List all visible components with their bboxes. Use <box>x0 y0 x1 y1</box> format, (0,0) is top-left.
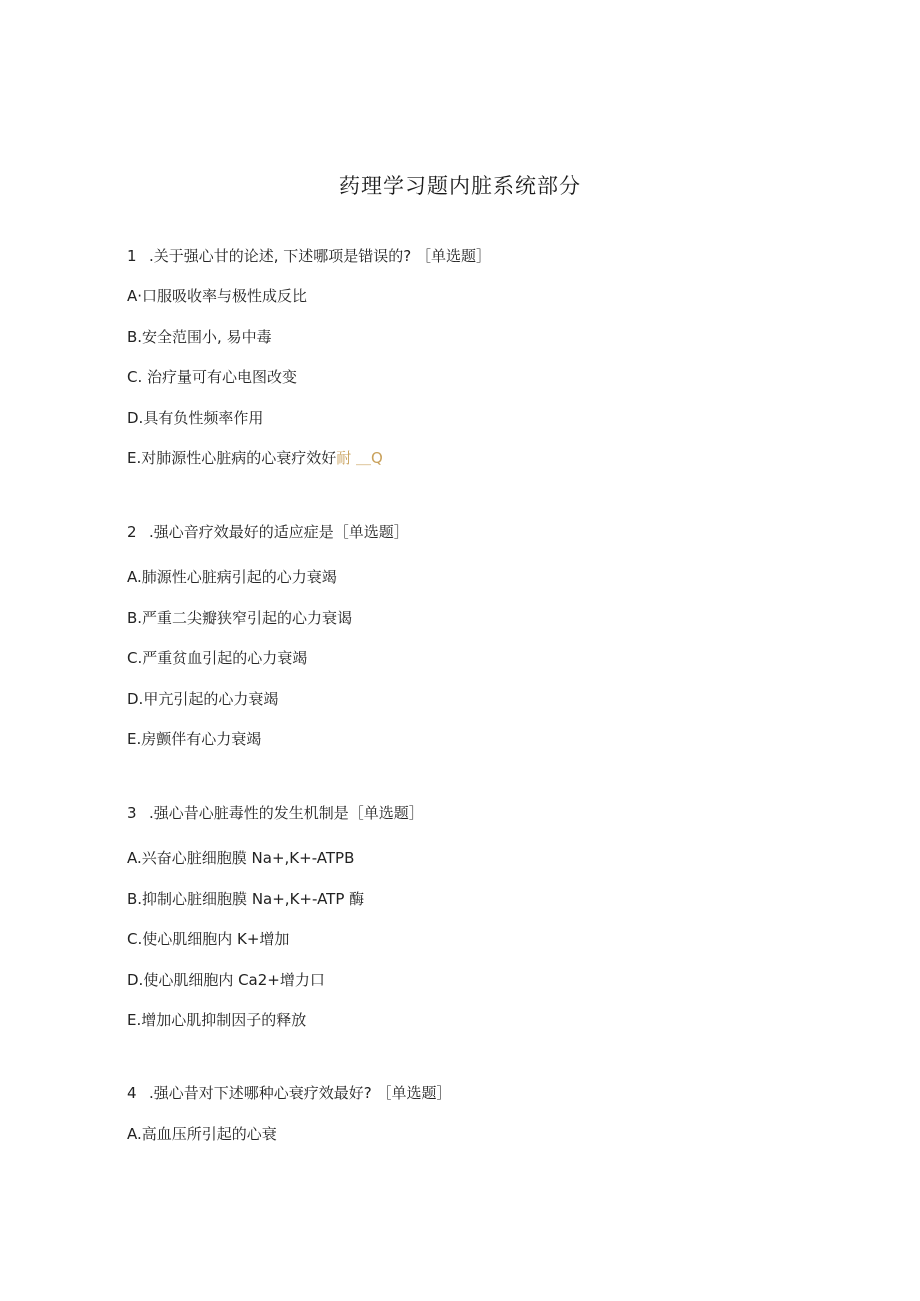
question-text: .关于强心甘的论述, 下述哪项是错误的? ［单选题］ <box>149 247 492 265</box>
option-e <box>127 447 827 469</box>
question-number: 2 <box>127 523 137 541</box>
question-2 <box>127 521 827 750</box>
question-3 <box>127 802 827 1031</box>
question-stem <box>127 521 827 543</box>
option-b: B.严重二尖瓣狭窄引起的心力衰谒 <box>127 608 353 627</box>
question-text: .强心昔心脏毒性的发生机制是［单选题］ <box>149 804 424 822</box>
document-title: 药理学习题内脏系统部分 <box>339 174 581 198</box>
option-d: D.使心肌细胞内 Ca2+增力口 <box>127 970 325 989</box>
option-b: B.安全范围小, 易中毒 <box>127 327 272 346</box>
question-1 <box>127 245 827 469</box>
option-c: C. 治疗量可有心电图改变 <box>127 368 298 386</box>
question-number: 1 <box>127 247 137 265</box>
option-e-annotation: 耐 ＿Q <box>336 449 383 467</box>
question-stem <box>127 802 827 824</box>
question-text: .强心昔对下述哪种心衰疗效最好? ［单选题］ <box>149 1084 452 1102</box>
option-a: A·口服吸收率与极性成反比 <box>127 287 308 305</box>
option-d: D.具有负性频率作用 <box>127 408 264 427</box>
option-e-text: E.对肺源性心脏病的心衰疗效好 <box>127 449 337 467</box>
option-e: E.增加心肌抑制因子的释放 <box>127 1011 307 1029</box>
question-number: 3 <box>127 804 137 822</box>
option-d: D.甲亢引起的心力衰竭 <box>127 689 279 708</box>
question-stem <box>127 1082 827 1104</box>
option-e: E.房颤伴有心力衰竭 <box>127 730 262 748</box>
option-c: C.使心肌细胞内 K+增加 <box>127 930 290 948</box>
option-a: A.肺源性心脏病引起的心力衰竭 <box>127 568 337 586</box>
option-a: A.兴奋心脏细胞膜 Na+,K+-ATPB <box>127 849 355 867</box>
question-number: 4 <box>127 1084 137 1102</box>
option-b: B.抑制心脏细胞膜 Na+,K+-ATP 酶 <box>127 889 365 908</box>
question-4 <box>127 1082 827 1145</box>
question-stem <box>127 245 827 267</box>
question-text: .强心音疗效最好的适应症是［单选题］ <box>149 523 409 541</box>
option-a: A.高血压所引起的心衰 <box>127 1125 277 1143</box>
option-c: C.严重贫血引起的心力衰竭 <box>127 649 308 667</box>
